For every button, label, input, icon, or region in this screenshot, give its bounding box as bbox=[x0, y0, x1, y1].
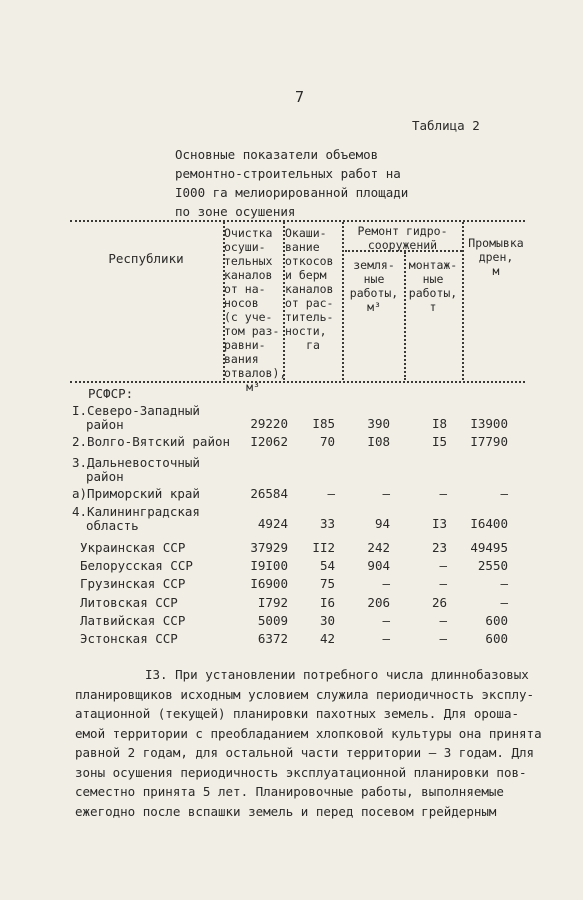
cell-value: II2 bbox=[312, 540, 335, 555]
cell-value: – bbox=[382, 486, 390, 501]
row-name bbox=[72, 456, 200, 484]
cell-value: 5009 bbox=[257, 613, 288, 628]
row-name-line: район bbox=[86, 417, 124, 432]
cell-value: – bbox=[382, 576, 390, 591]
caption-line: I000 га мелиорированной площади bbox=[175, 185, 409, 200]
header-line: т bbox=[429, 300, 437, 314]
row-name-line: Украинская ССР bbox=[80, 540, 186, 555]
header-line: каналов bbox=[224, 268, 273, 282]
row-name-line: район bbox=[86, 469, 124, 484]
cell-value: 26584 bbox=[250, 486, 288, 501]
cell-value: 37929 bbox=[250, 540, 288, 555]
cell-value: 242 bbox=[367, 540, 390, 555]
paragraph-line: равной 2 годам, для остальной части территории – 3 годам. Для bbox=[75, 745, 535, 760]
header-line: работы, bbox=[349, 286, 399, 300]
cell-value: 26 bbox=[431, 595, 447, 610]
cell-value: 29220 bbox=[250, 416, 288, 431]
header-line: Очистка bbox=[224, 226, 273, 240]
cell-value: – bbox=[382, 613, 390, 628]
header-line: (с уче- bbox=[224, 310, 273, 324]
cell-value: – bbox=[439, 613, 447, 628]
cell-value: I5 bbox=[431, 434, 447, 449]
header-line: ные bbox=[363, 272, 385, 286]
header-col-cleaning bbox=[224, 226, 287, 394]
paragraph-line: емой территории с преобладанием хлопковой культуры она принята bbox=[75, 725, 542, 741]
cell-value: 390 bbox=[367, 416, 390, 431]
header-line: дрен, bbox=[478, 250, 514, 264]
row-name-line: а)Приморский край bbox=[72, 486, 200, 501]
header-line: сооружений bbox=[367, 238, 438, 252]
caption-line: Основные показатели объемов bbox=[175, 147, 379, 162]
header-col-mowing bbox=[285, 226, 341, 352]
header-line: осуши- bbox=[224, 240, 266, 254]
caption-line: по зоне осушения bbox=[175, 204, 296, 219]
cell-value: I792 bbox=[257, 595, 288, 610]
header-line: носов bbox=[224, 296, 259, 310]
header-line: ные bbox=[422, 272, 444, 286]
cell-value: 75 bbox=[319, 576, 335, 591]
cell-value: 206 bbox=[367, 595, 390, 610]
header-line: вания bbox=[224, 352, 259, 366]
cell-value: 2550 bbox=[477, 558, 508, 573]
header-republics: Республики bbox=[108, 251, 184, 266]
row-name-line: Грузинская ССР bbox=[80, 576, 186, 591]
row-name-line: Белорусская ССР bbox=[80, 558, 193, 573]
cell-value: 42 bbox=[319, 631, 335, 646]
header-line: работы, bbox=[408, 286, 458, 300]
cell-value: – bbox=[500, 595, 508, 610]
cell-value: I6400 bbox=[470, 516, 508, 531]
header-line: монтаж- bbox=[408, 258, 458, 272]
header-line: равни- bbox=[224, 338, 266, 352]
header-line: м bbox=[492, 264, 500, 278]
row-name bbox=[80, 559, 193, 573]
cell-value: I3900 bbox=[470, 416, 508, 431]
cell-value: I3 bbox=[431, 516, 447, 531]
cell-value: – bbox=[500, 576, 508, 591]
cell-value: I2062 bbox=[250, 434, 288, 449]
paragraph-line: зоны осушения периодичность эксплуатационной планировки пов- bbox=[75, 764, 527, 780]
cell-value: – bbox=[439, 558, 447, 573]
row-name bbox=[72, 404, 200, 432]
row-name bbox=[80, 614, 185, 628]
header-line: вание bbox=[285, 240, 320, 254]
paragraph-line: ежегодно после вспашки земель и перед посевом грейдерным bbox=[75, 803, 497, 819]
row-name-line: РСФСР: bbox=[88, 386, 134, 401]
header-line: м³ bbox=[367, 300, 381, 314]
header-line: каналов bbox=[285, 282, 334, 296]
row-name-line: область bbox=[86, 518, 139, 533]
row-name bbox=[88, 387, 133, 401]
row-name bbox=[72, 435, 230, 449]
header-line: га bbox=[306, 338, 320, 352]
cell-value: I8 bbox=[431, 416, 447, 431]
cell-value: 30 bbox=[319, 613, 335, 628]
cell-value: 94 bbox=[374, 516, 390, 531]
cell-value: 4924 bbox=[257, 516, 288, 531]
cell-value: I85 bbox=[312, 416, 335, 431]
row-name-line: 3.Дальневосточный bbox=[72, 455, 200, 470]
header-line: Ремонт гидро- bbox=[357, 224, 448, 238]
header-line: ности, bbox=[285, 324, 327, 338]
header-line: том раз- bbox=[224, 324, 280, 338]
header-line: титель- bbox=[285, 310, 334, 324]
cell-value: – bbox=[439, 486, 447, 501]
header-group-hydro-repair bbox=[345, 224, 460, 252]
table-top-rule bbox=[70, 220, 525, 222]
cell-value: 600 bbox=[485, 613, 508, 628]
cell-value: 49495 bbox=[470, 540, 508, 555]
cell-value: I08 bbox=[367, 434, 390, 449]
cell-value: I6 bbox=[319, 595, 335, 610]
cell-value: 904 bbox=[367, 558, 390, 573]
paragraph-line: атационной (текущей) планировки пахотных земель. Для ороша- bbox=[75, 706, 520, 721]
header-line: м³ bbox=[246, 380, 260, 394]
caption-line: ремонтно-строительных работ на bbox=[175, 166, 401, 181]
row-name-line: 2.Волго-Вятский район bbox=[72, 434, 231, 449]
table-caption bbox=[175, 145, 408, 221]
row-name bbox=[80, 596, 178, 610]
row-name bbox=[80, 632, 178, 646]
cell-value: – bbox=[327, 486, 335, 501]
header-col-earthworks bbox=[345, 258, 403, 314]
row-name-line: Эстонская ССР bbox=[80, 631, 178, 646]
cell-value: – bbox=[439, 631, 447, 646]
header-line: откосов bbox=[285, 254, 334, 268]
row-name-line: I.Северо-Западный bbox=[72, 403, 200, 418]
row-name-line: Литовская ССР bbox=[80, 595, 178, 610]
cell-value: 33 bbox=[319, 516, 335, 531]
cell-value: 600 bbox=[485, 631, 508, 646]
header-line: тельных bbox=[224, 254, 273, 268]
paragraph-line: планировщиков исходным условием служила периодичность эксплу- bbox=[75, 686, 535, 702]
header-line: Окаши- bbox=[285, 226, 327, 240]
row-name bbox=[72, 487, 200, 501]
body-paragraph bbox=[75, 665, 545, 821]
table-label: Таблица 2 bbox=[412, 118, 480, 133]
row-name bbox=[80, 577, 185, 591]
paragraph-line: семестно принята 5 лет. Планировочные работы, выполняемые bbox=[75, 784, 504, 799]
cell-value: – bbox=[382, 631, 390, 646]
header-line: от на- bbox=[224, 282, 266, 296]
paragraph-line: I3. При установлении потребного числа длиннобазовых bbox=[145, 667, 529, 682]
table-header-rule bbox=[70, 381, 525, 383]
header-col-installation bbox=[405, 258, 461, 314]
cell-value: I7790 bbox=[470, 434, 508, 449]
row-name-line: 4.Калининградская bbox=[72, 504, 200, 519]
row-name bbox=[80, 541, 185, 555]
column-divider bbox=[342, 222, 344, 380]
row-name bbox=[72, 505, 200, 533]
cell-value: – bbox=[500, 486, 508, 501]
header-col-drain-flushing bbox=[464, 236, 528, 278]
cell-value: 6372 bbox=[257, 631, 288, 646]
header-line: и берм bbox=[285, 268, 327, 282]
cell-value: I9I00 bbox=[250, 558, 288, 573]
cell-value: 70 bbox=[319, 434, 335, 449]
cell-value: 23 bbox=[431, 540, 447, 555]
cell-value: – bbox=[439, 576, 447, 591]
page-number: 7 bbox=[295, 88, 305, 106]
header-line: от рас- bbox=[285, 296, 334, 310]
header-line: земля- bbox=[353, 258, 395, 272]
cell-value: I6900 bbox=[250, 576, 288, 591]
header-line: Промывка bbox=[468, 236, 524, 250]
cell-value: 54 bbox=[319, 558, 335, 573]
row-name-line: Латвийская ССР bbox=[80, 613, 186, 628]
header-line: отвалов), bbox=[224, 366, 287, 380]
